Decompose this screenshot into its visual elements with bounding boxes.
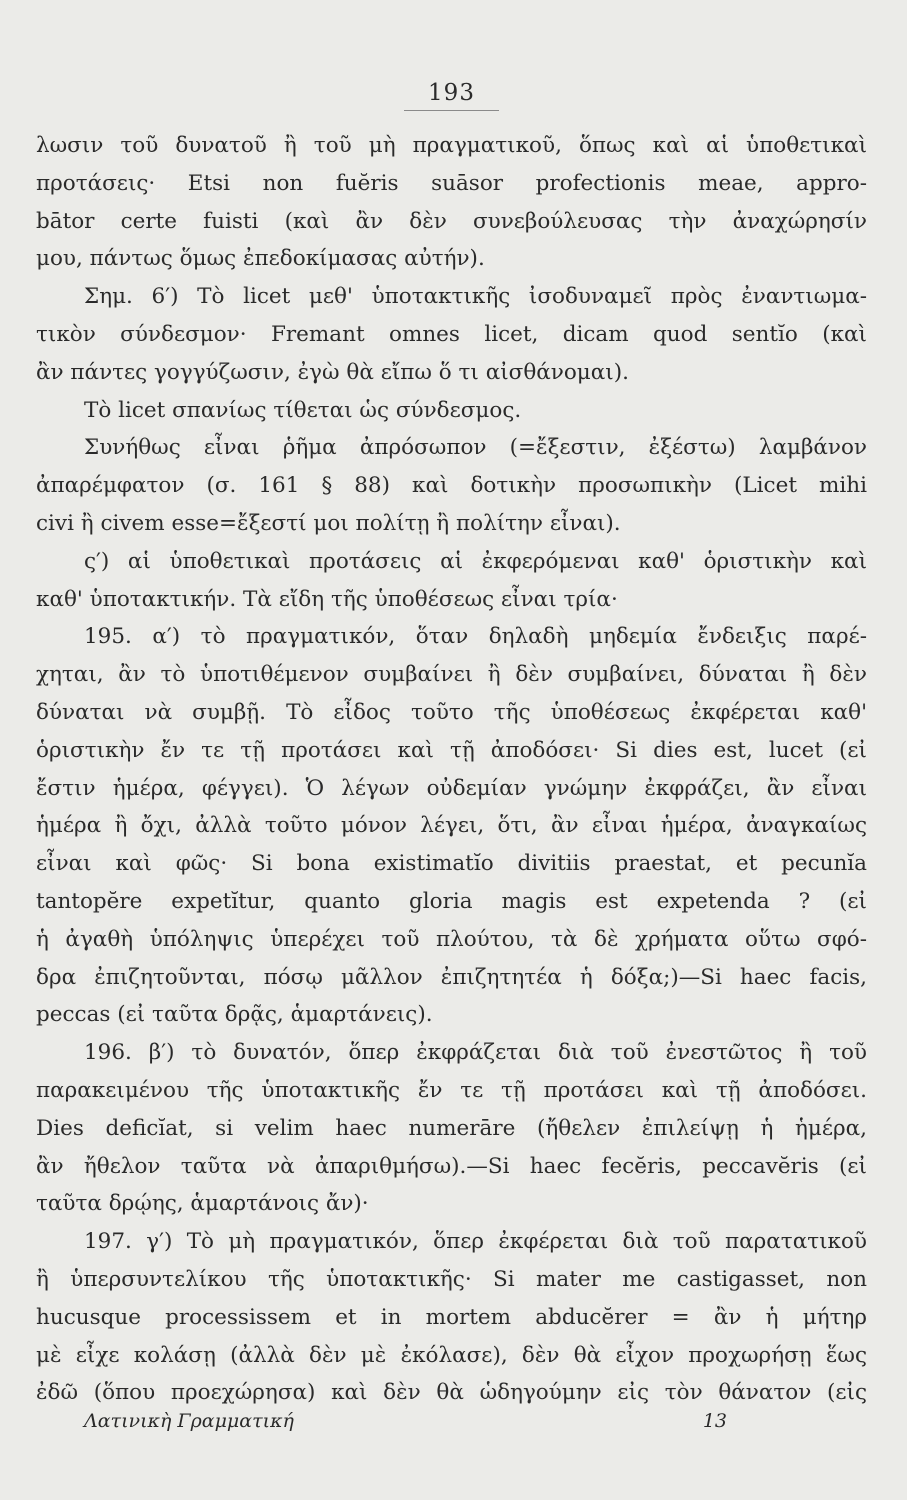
text-line: ἔστιν ἡμέρα, φέγγει). Ὁ λέγων οὐδεμίαν γνώμην ἐκφράζει, ἂν εἶναι — [36, 775, 867, 801]
text-line: Συνήθως εἶναι ῥῆμα ἀπρόσωπον (=ἔξεστιν, ἐξέστω) λαμβάνον — [84, 435, 867, 461]
text-line: ὁριστικὴν ἔν τε τῇ προτάσει καὶ τῇ ἀποδόσει· Si dies est, lucet (εἰ — [36, 737, 867, 763]
text-line: μου, πάντως ὅμως ἐπεδοκίμασας αὐτήν). — [36, 246, 485, 272]
text-line: Τὸ licet σπανίως τίθεται ὡς σύνδεσμος. — [84, 397, 522, 423]
page-number: 193 — [428, 80, 475, 106]
text-line: ἀπαρέμφατον (σ. 161 § 88) καὶ δοτικὴν προσωπικὴν (Licet mihi — [36, 473, 867, 499]
text-line: προτάσεις· Etsi non fuĕris suāsor profectionis meae, appro- — [36, 170, 867, 196]
page-footer — [36, 1410, 867, 1432]
text-line: παρακειμένου τῆς ὑποτακτικῆς ἔν τε τῇ προτάσει καὶ τῇ ἀποδόσει. — [36, 1077, 867, 1103]
text-line: Σημ. 6′) Τὸ licet μεθ' ὑποτακτικῆς ἰσοδυναμεῖ πρὸς ἐναντιωμα- — [84, 284, 867, 310]
text-line: ἡμέρα ἢ ὄχι, ἀλλὰ τοῦτο μόνον λέγει, ὅτι, ἂν εἶναι ἡμέρα, ἀναγκαίως — [36, 813, 867, 839]
header-rule — [404, 110, 499, 111]
text-line: ς′) αἱ ὑποθετικαὶ προτάσεις αἱ ἐκφερόμεναι καθ' ὁριστικὴν καὶ — [84, 548, 867, 574]
text-line: λωσιν τοῦ δυνατοῦ ἢ τοῦ μὴ πραγματικοῦ, ὅπως καὶ αἱ ὑποθετικαὶ — [36, 133, 867, 158]
footer-signature: 13 — [702, 1410, 727, 1433]
text-line: καθ' ὑποτακτικήν. Τὰ εἴδη τῆς ὑποθέσεως εἶναι τρία· — [36, 586, 618, 612]
text-line: 195. α′) τὸ πραγματικόν, ὅταν δηλαδὴ μηδεμία ἔνδειξις παρέ- — [84, 624, 867, 650]
text-line: 196. β′) τὸ δυνατόν, ὅπερ ἐκφράζεται διὰ τοῦ ἐνεστῶτος ἢ τοῦ — [84, 1040, 867, 1066]
text-line: ἂν ἤθελον ταῦτα νὰ ἀπαριθμήσω).—Si haec fecĕris, peccavĕris (εἰ — [36, 1153, 867, 1179]
text-line: bātor certe fuisti (καὶ ἂν δὲν συνεβούλευσας τὴν ἀναχώρησίν — [36, 208, 867, 234]
text-line: Dies deficĭat, si velim haec numerāre (ἤθελεν ἐπιλείψῃ ἡ ἡμέρα, — [36, 1115, 867, 1141]
text-line: δρα ἐπιζητοῦνται, πόσῳ μᾶλλον ἐπιζητητέα ἡ δόξα;)—Si haec facis, — [36, 964, 867, 990]
text-line: μὲ εἶχε κολάσῃ (ἀλλὰ δὲν μὲ ἐκόλασε), δὲν θὰ εἶχον προχωρήσῃ ἕως — [36, 1342, 867, 1368]
body-text — [36, 127, 867, 1412]
text-line: εἶναι καὶ φῶς· Si bona existimatĭo divitiis praestat, et pecunĭa — [36, 851, 867, 877]
text-line: peccas (εἰ ταῦτα δρᾷς, ἁμαρτάνεις). — [36, 1002, 433, 1028]
text-line: ταῦτα δρῴης, ἁμαρτάνοις ἄν)· — [36, 1191, 369, 1217]
text-line: tantopĕre expetĭtur, quanto gloria magis est expetenda ? (εἰ — [36, 888, 867, 914]
text-line: 197. γ′) Τὸ μὴ πραγματικόν, ὅπερ ἐκφέρεται διὰ τοῦ παρατατικοῦ — [84, 1229, 867, 1255]
footer-book-title: Λατινικὴ Γραμματική — [84, 1410, 294, 1433]
text-line: τικὸν σύνδεσμον· Fremant omnes licet, dicam quod sentĭo (καὶ — [36, 321, 867, 347]
text-line: ἂν πάντες γογγύζωσιν, ἐγὼ θὰ εἴπω ὅ τι αἰσθάνομαι). — [36, 359, 629, 385]
text-line: ἐδῶ (ὅπου προεχώρησα) καὶ δὲν θὰ ὡδηγούμην εἰς τὸν θάνατον (εἰς — [36, 1380, 867, 1406]
text-line: ἡ ἀγαθὴ ὑπόληψις ὑπερέχει τοῦ πλούτου, τὰ δὲ χρήματα οὕτω σφό- — [36, 926, 867, 952]
text-line: χηται, ἂν τὸ ὑποτιθέμενον συμβαίνει ἢ δὲν συμβαίνει, δύναται ἢ δὲν — [36, 662, 867, 688]
text-line: ἢ ὑπερσυντελίκου τῆς ὑποτακτικῆς· Si mater me castigasset, non — [36, 1266, 867, 1292]
text-line: hucusque processissem et in mortem abducĕrer = ἂν ἡ μήτηρ — [36, 1304, 867, 1330]
text-line: δύναται νὰ συμβῇ. Τὸ εἶδος τοῦτο τῆς ὑποθέσεως ἐκφέρεται καθ' — [36, 699, 867, 725]
text-line: civi ἢ civem esse=ἔξεστί μοι πολίτῃ ἢ πολίτην εἶναι). — [36, 510, 621, 536]
